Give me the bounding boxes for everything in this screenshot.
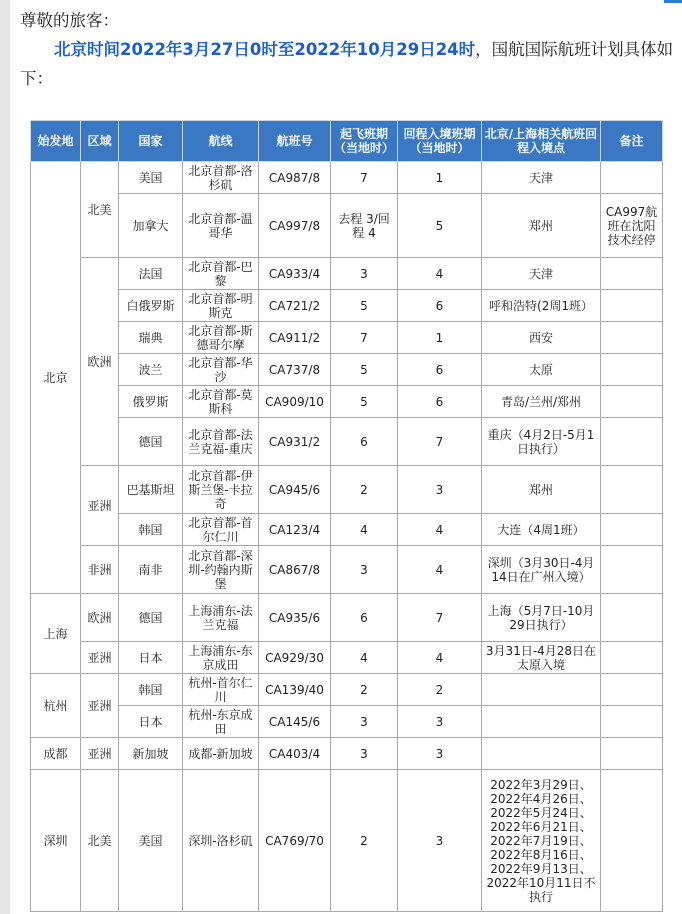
route-cell: 成都-新加坡: [183, 738, 259, 770]
region-cell: 亚洲: [81, 674, 119, 738]
top-accent-bar: [664, 0, 682, 3]
flight-cell: CA145/6: [259, 706, 331, 738]
route-cell: 北京首都-温哥华: [183, 194, 259, 258]
country-cell: 新加坡: [119, 738, 183, 770]
header-outbound-days: 起飞班期（当地时）: [331, 121, 398, 162]
flight-cell: CA911/2: [259, 322, 331, 354]
return-cell: 6: [398, 290, 482, 322]
table-row: [31, 738, 663, 770]
route-cell: 北京首都-巴黎: [183, 258, 259, 290]
region-cell: 北美: [81, 770, 119, 912]
note-cell: [601, 594, 663, 642]
return-cell: 3: [398, 738, 482, 770]
table-row: [31, 290, 663, 322]
route-cell: 杭州-首尔仁川: [183, 674, 259, 706]
return-cell: 6: [398, 386, 482, 418]
entry-cell: 呼和浩特(2周1班）: [482, 290, 601, 322]
entry-cell: [482, 674, 601, 706]
table-row: [31, 258, 663, 290]
entry-cell: 重庆（4月2日-5月1日执行）: [482, 418, 601, 466]
flight-cell: CA769/70: [259, 770, 331, 912]
entry-cell: 郑州: [482, 194, 601, 258]
note-cell: [601, 546, 663, 594]
outbound-cell: 去程 3/回程 4: [331, 194, 398, 258]
outbound-cell: 7: [331, 162, 398, 194]
note-cell: [601, 514, 663, 546]
route-cell: 深圳-洛杉矶: [183, 770, 259, 912]
return-cell: 1: [398, 162, 482, 194]
intro-paragraph: [20, 35, 675, 93]
table-row: [31, 514, 663, 546]
region-cell: 亚洲: [81, 642, 119, 674]
country-cell: 德国: [119, 594, 183, 642]
flight-cell: CA403/4: [259, 738, 331, 770]
entry-cell: 青岛/兰州/郑州: [482, 386, 601, 418]
country-cell: 白俄罗斯: [119, 290, 183, 322]
table-row: [31, 418, 663, 466]
note-cell: [601, 706, 663, 738]
country-cell: 韩国: [119, 674, 183, 706]
route-cell: 北京首都-法兰克福-重庆: [183, 418, 259, 466]
outbound-cell: 5: [331, 354, 398, 386]
header-route: 航线: [183, 121, 259, 162]
route-cell: 北京首都-明斯克: [183, 290, 259, 322]
outbound-cell: 2: [331, 674, 398, 706]
return-cell: 7: [398, 594, 482, 642]
entry-cell: 2022年3月29日、2022年4月26日、2022年5月24日、2022年6月21日、2022年7月19日、2022年8月16日、2022年9月13日、2022年10月11日不执行: [482, 770, 601, 912]
note-cell: [601, 642, 663, 674]
country-cell: 美国: [119, 770, 183, 912]
note-cell: [601, 290, 663, 322]
origin-cell: 杭州: [31, 674, 81, 738]
note-cell: [601, 770, 663, 912]
route-cell: 北京首都-洛杉矶: [183, 162, 259, 194]
origin-cell: 上海: [31, 594, 81, 674]
country-cell: 法国: [119, 258, 183, 290]
table-row: [31, 354, 663, 386]
flight-cell: CA867/8: [259, 546, 331, 594]
table-row: [31, 594, 663, 642]
route-cell: 上海浦东-东京成田: [183, 642, 259, 674]
note-cell: [601, 738, 663, 770]
entry-cell: 大连（4周1班）: [482, 514, 601, 546]
flight-cell: CA997/8: [259, 194, 331, 258]
entry-cell: 上海（5月7日-10月29日执行）: [482, 594, 601, 642]
table-row: [31, 770, 663, 912]
header-entry-point: 北京/上海相关航班回程入境点: [482, 121, 601, 162]
return-cell: 4: [398, 642, 482, 674]
note-cell: [601, 258, 663, 290]
table-row: [31, 706, 663, 738]
return-cell: 3: [398, 466, 482, 514]
outbound-cell: 2: [331, 466, 398, 514]
table-row: [31, 322, 663, 354]
route-cell: 北京首都-伊斯兰堡-卡拉奇: [183, 466, 259, 514]
left-rail: [0, 0, 10, 914]
route-cell: 北京首都-深圳-约翰内斯堡: [183, 546, 259, 594]
intro-highlight: 北京时间2022年3月27日0时至2022年10月29日24时: [54, 40, 476, 59]
table-header-row: [31, 121, 663, 162]
route-cell: 杭州-东京成田: [183, 706, 259, 738]
flight-cell: CA933/4: [259, 258, 331, 290]
region-cell: 非洲: [81, 546, 119, 594]
route-cell: 北京首都-斯德哥尔摩: [183, 322, 259, 354]
outbound-cell: 5: [331, 290, 398, 322]
note-cell: [601, 386, 663, 418]
country-cell: 美国: [119, 162, 183, 194]
intro-text: [20, 6, 675, 93]
route-cell: 上海浦东-法兰克福: [183, 594, 259, 642]
return-cell: 4: [398, 546, 482, 594]
table-row: [31, 162, 663, 194]
flight-cell: CA929/30: [259, 642, 331, 674]
table-row: [31, 546, 663, 594]
flight-cell: CA123/4: [259, 514, 331, 546]
return-cell: 2: [398, 674, 482, 706]
region-cell: 欧洲: [81, 594, 119, 642]
entry-cell: 天津: [482, 258, 601, 290]
return-cell: 3: [398, 770, 482, 912]
table-row: [31, 194, 663, 258]
entry-cell: 太原: [482, 354, 601, 386]
country-cell: 巴基斯坦: [119, 466, 183, 514]
flight-cell: CA721/2: [259, 290, 331, 322]
flight-cell: CA139/40: [259, 674, 331, 706]
outbound-cell: 3: [331, 738, 398, 770]
return-cell: 1: [398, 322, 482, 354]
region-cell: 亚洲: [81, 738, 119, 770]
return-cell: 4: [398, 258, 482, 290]
outbound-cell: 3: [331, 706, 398, 738]
table-row: [31, 386, 663, 418]
outbound-cell: 4: [331, 642, 398, 674]
flight-cell: CA987/8: [259, 162, 331, 194]
note-cell: CA997航班在沈阳技术经停: [601, 194, 663, 258]
outbound-cell: 3: [331, 546, 398, 594]
entry-cell: 西安: [482, 322, 601, 354]
country-cell: 日本: [119, 642, 183, 674]
flight-schedule-table: [30, 120, 663, 912]
country-cell: 波兰: [119, 354, 183, 386]
flight-cell: CA931/2: [259, 418, 331, 466]
entry-cell: 深圳（3月30日-4月14日在广州入境）: [482, 546, 601, 594]
outbound-cell: 7: [331, 322, 398, 354]
origin-cell: 深圳: [31, 770, 81, 912]
intro-rest: ，国航国际航班计划具体如下：: [20, 40, 674, 88]
return-cell: 4: [398, 514, 482, 546]
country-cell: 加拿大: [119, 194, 183, 258]
flight-cell: CA737/8: [259, 354, 331, 386]
outbound-cell: 4: [331, 514, 398, 546]
region-cell: 北美: [81, 162, 119, 258]
entry-cell: 天津: [482, 162, 601, 194]
entry-cell: [482, 738, 601, 770]
return-cell: 3: [398, 706, 482, 738]
outbound-cell: 2: [331, 770, 398, 912]
route-cell: 北京首都-莫斯科: [183, 386, 259, 418]
return-cell: 6: [398, 354, 482, 386]
route-cell: 北京首都-华沙: [183, 354, 259, 386]
outbound-cell: 3: [331, 258, 398, 290]
region-cell: 欧洲: [81, 258, 119, 466]
origin-cell: 北京: [31, 162, 81, 594]
outbound-cell: 6: [331, 594, 398, 642]
flight-cell: CA945/6: [259, 466, 331, 514]
table-row: [31, 674, 663, 706]
outbound-cell: 6: [331, 418, 398, 466]
note-cell: [601, 354, 663, 386]
note-cell: [601, 322, 663, 354]
note-cell: [601, 674, 663, 706]
return-cell: 5: [398, 194, 482, 258]
country-cell: 韩国: [119, 514, 183, 546]
country-cell: 日本: [119, 706, 183, 738]
header-notes: 备注: [601, 121, 663, 162]
header-origin: 始发地: [31, 121, 81, 162]
header-region: 区域: [81, 121, 119, 162]
country-cell: 德国: [119, 418, 183, 466]
note-cell: [601, 162, 663, 194]
country-cell: 南非: [119, 546, 183, 594]
header-flight-number: 航班号: [259, 121, 331, 162]
flight-cell: CA909/10: [259, 386, 331, 418]
greeting: 尊敬的旅客：: [20, 11, 119, 30]
note-cell: [601, 418, 663, 466]
country-cell: 瑞典: [119, 322, 183, 354]
route-cell: 北京首都-首尔仁川: [183, 514, 259, 546]
entry-cell: [482, 706, 601, 738]
table-row: [31, 466, 663, 514]
origin-cell: 成都: [31, 738, 81, 770]
entry-cell: 3月31日-4月28日在太原入境: [482, 642, 601, 674]
entry-cell: 郑州: [482, 466, 601, 514]
note-cell: [601, 466, 663, 514]
outbound-cell: 5: [331, 386, 398, 418]
header-return-days: 回程入境班期（当地时）: [398, 121, 482, 162]
flight-cell: CA935/6: [259, 594, 331, 642]
region-cell: 亚洲: [81, 466, 119, 546]
return-cell: 7: [398, 418, 482, 466]
table-row: [31, 642, 663, 674]
header-country: 国家: [119, 121, 183, 162]
country-cell: 俄罗斯: [119, 386, 183, 418]
